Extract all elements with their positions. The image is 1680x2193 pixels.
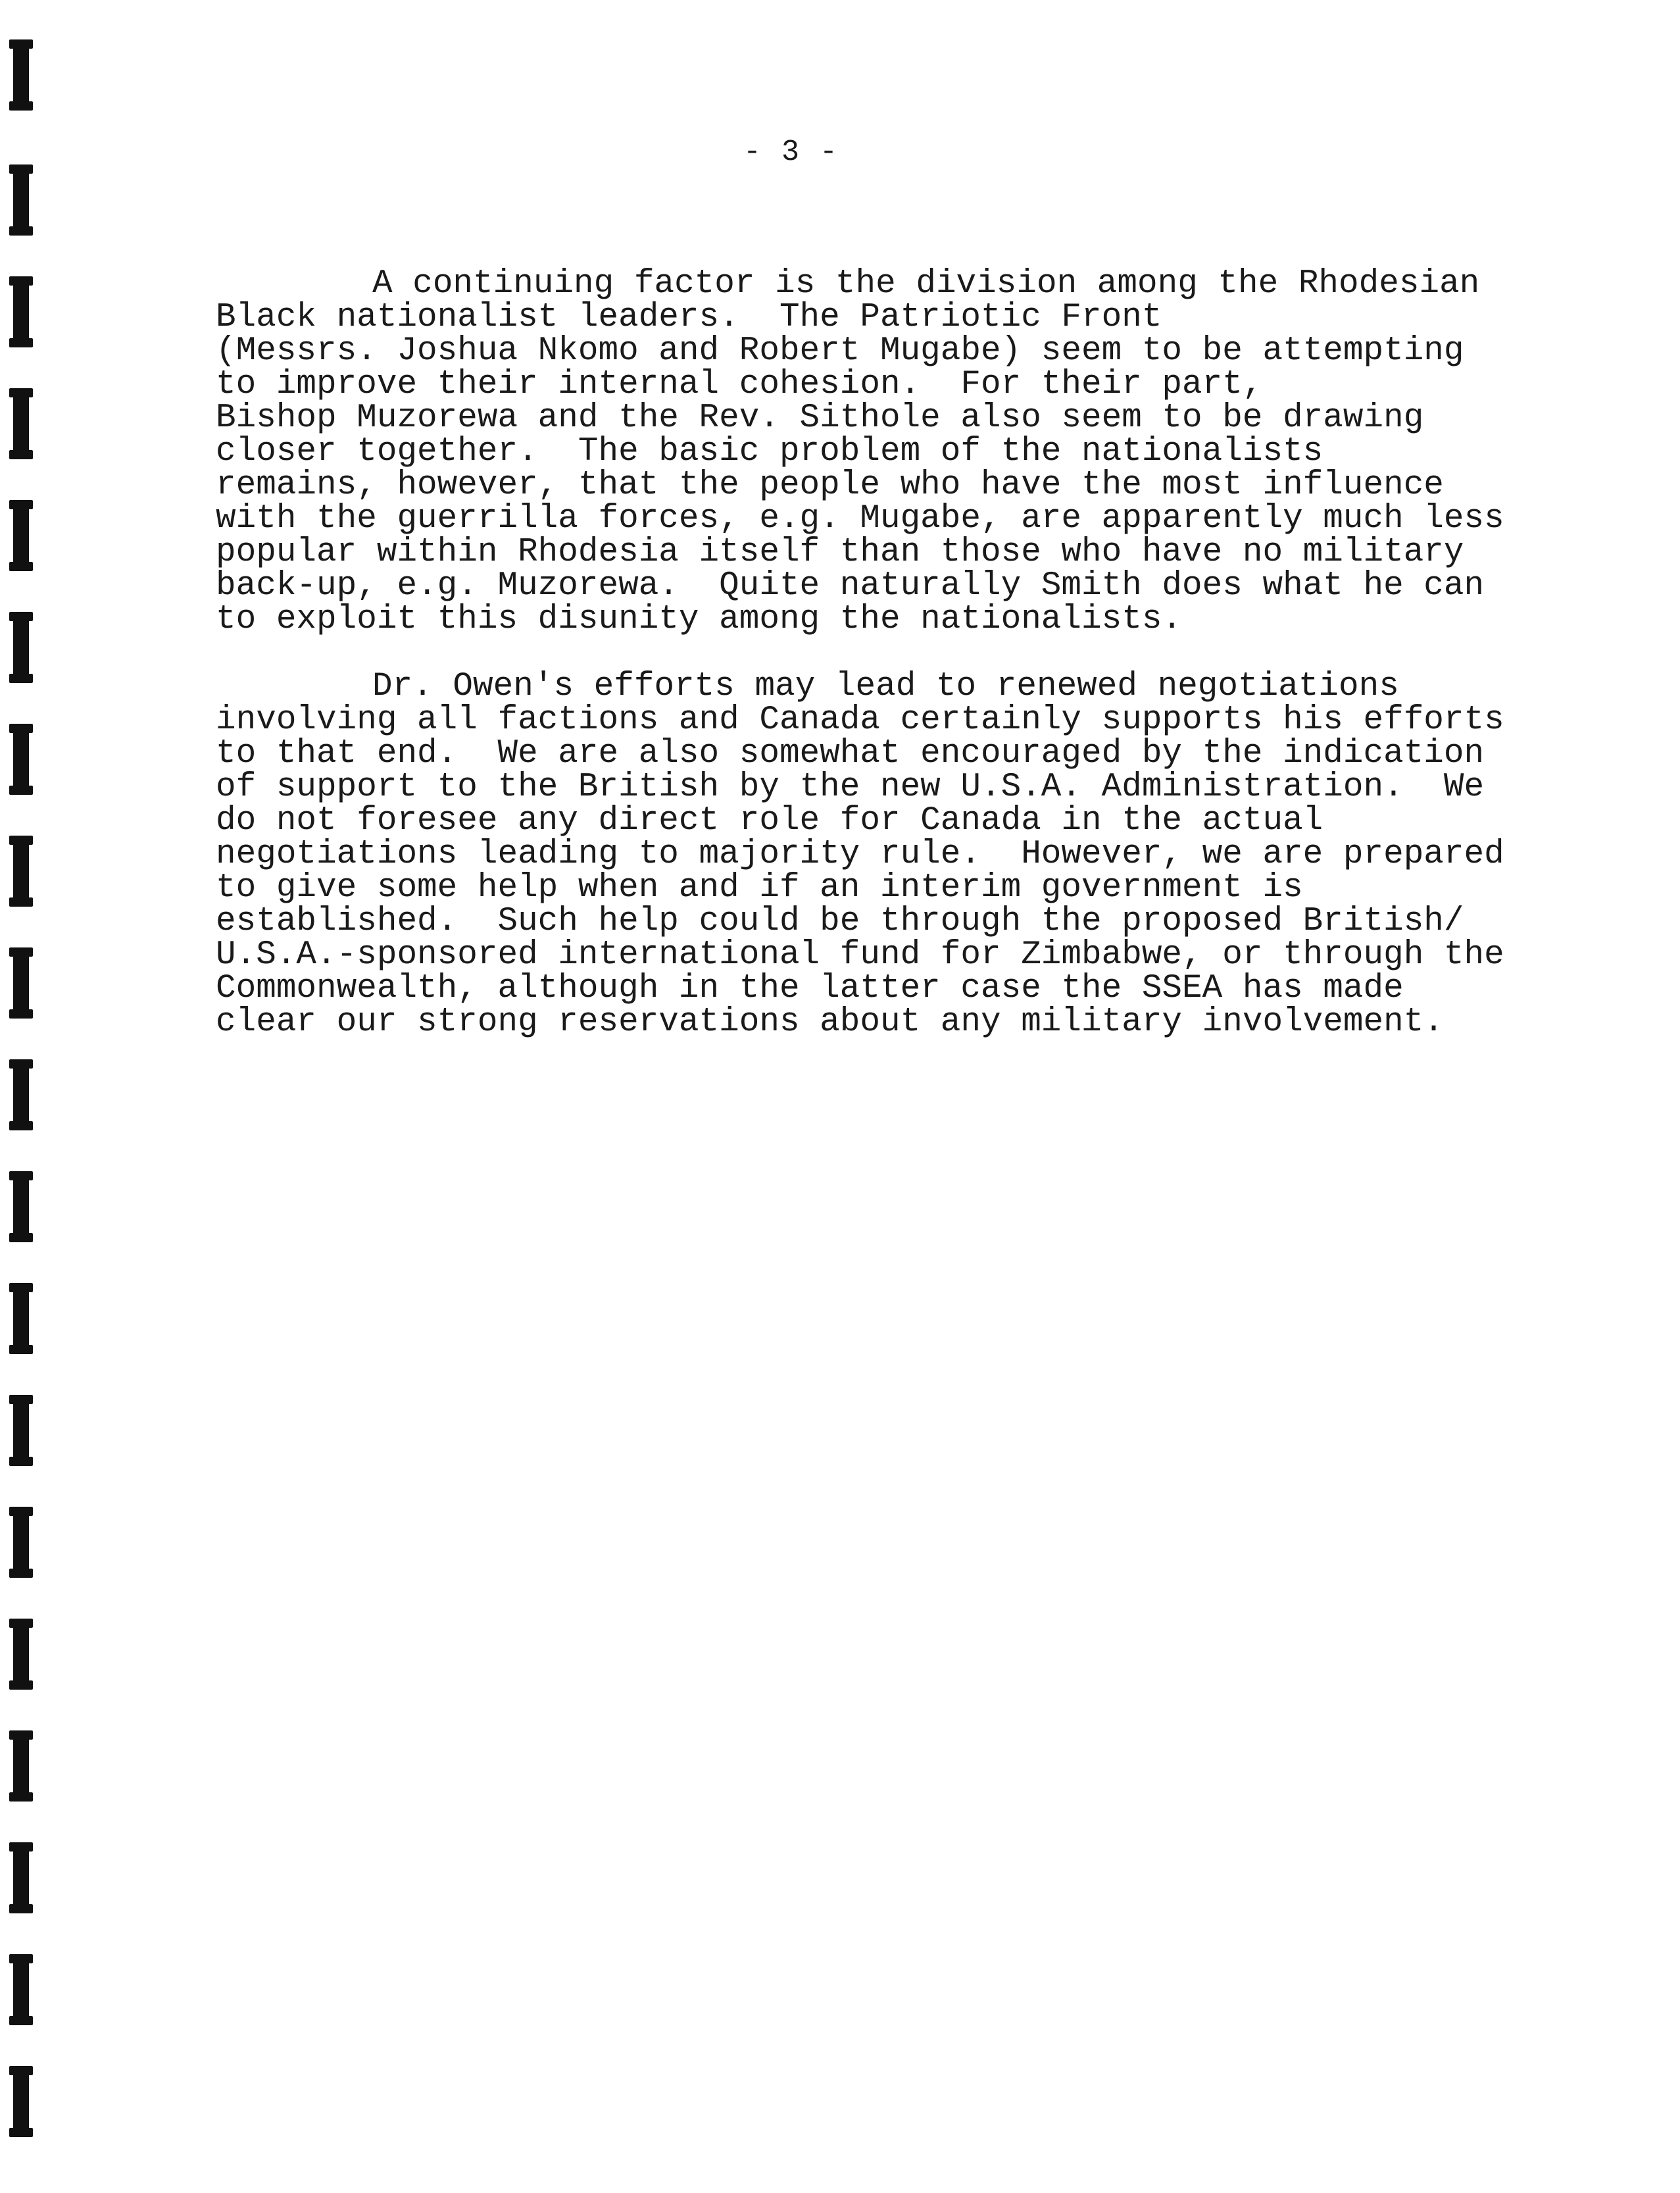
punch-mark — [13, 388, 29, 459]
paragraph-line: to give some help when and if an interim government is — [216, 869, 1303, 907]
paragraph-line: negotiations leading to majority rule. However, we are prepared — [216, 836, 1504, 873]
paragraph-line: A continuing factor is the division among the Rhodesian — [372, 265, 1480, 303]
punch-mark — [13, 2066, 29, 2137]
paragraph-line: U.S.A.-sponsored international fund for Zimbabwe, or through the — [216, 936, 1504, 974]
paragraph-line: back-up, e.g. Muzorewa. Quite naturally Smith does what he can — [216, 567, 1485, 605]
paragraph-line: Commonwealth, although in the latter case the SSEA has made — [216, 970, 1404, 1007]
punch-mark — [13, 39, 29, 111]
punch-mark — [13, 836, 29, 907]
paragraph-owen-negotiations — [216, 670, 1531, 1039]
paragraph-line: to exploit this disunity among the nationalists. — [216, 601, 1183, 638]
punch-mark — [13, 1395, 29, 1466]
paragraph-line: with the guerrilla forces, e.g. Mugabe, are apparently much less — [216, 500, 1504, 538]
punch-mark — [13, 947, 29, 1019]
punch-mark — [13, 276, 29, 347]
paragraph-line: established. Such help could be through the proposed British/ — [216, 903, 1464, 940]
punch-mark — [13, 500, 29, 571]
punch-mark — [13, 1171, 29, 1242]
paragraph-line: remains, however, that the people who have the most influence — [216, 466, 1444, 504]
punch-mark — [13, 1507, 29, 1578]
punch-mark — [13, 612, 29, 683]
paragraph-line: to that end. We are also somewhat encouraged by the indication — [216, 735, 1485, 772]
punch-mark — [13, 1283, 29, 1354]
paragraph-line: of support to the British by the new U.S.A. Administration. We — [216, 769, 1485, 806]
punch-mark — [13, 1954, 29, 2025]
paragraph-line: do not foresee any direct role for Canada in the actual — [216, 802, 1323, 840]
punch-mark — [13, 724, 29, 795]
paragraph-rhodesian-nationalists — [216, 267, 1531, 636]
document-body — [216, 267, 1531, 1072]
page-number: - 3 - — [743, 136, 839, 169]
paragraph-line: closer together. The basic problem of the nationalists — [216, 433, 1323, 470]
punch-mark — [13, 1842, 29, 1913]
binder-punch-marks — [9, 39, 36, 2184]
paragraph-line: to improve their internal cohesion. For their part, — [216, 366, 1263, 403]
paragraph-line: popular within Rhodesia itself than those who have no military — [216, 534, 1464, 571]
punch-mark — [13, 1059, 29, 1130]
paragraph-line: Bishop Muzorewa and the Rev. Sithole also seem to be drawing — [216, 399, 1424, 437]
paragraph-line: clear our strong reservations about any military involvement. — [216, 1003, 1444, 1041]
paragraph-line: (Messrs. Joshua Nkomo and Robert Mugabe) seem to be attempting — [216, 332, 1464, 370]
punch-mark — [13, 164, 29, 236]
paragraph-line: Black nationalist leaders. The Patriotic Front — [216, 299, 1162, 336]
paragraph-line: Dr. Owen's efforts may lead to renewed negotiations — [372, 668, 1399, 705]
punch-mark — [13, 1619, 29, 1690]
punch-mark — [13, 1730, 29, 1802]
paragraph-line: involving all factions and Canada certainly supports his efforts — [216, 701, 1504, 739]
